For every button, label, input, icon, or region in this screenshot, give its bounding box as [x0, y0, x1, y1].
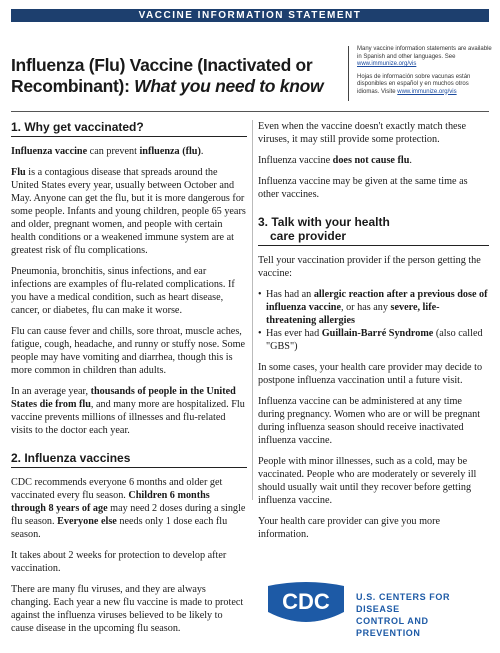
section1-p1 — [11, 145, 247, 158]
s3-heading-line1: 3. Talk with your health — [258, 215, 390, 229]
b2a: Has ever had — [266, 328, 322, 339]
s2p1b: Children 6 months through 8 years of age — [11, 490, 210, 514]
section3-p2: Influenza vaccine can be administered at any time during pregnancy. Women who are or will be pregnant during influenza season should receive inactivated influenza vaccine. — [258, 396, 481, 446]
s1p1b: can prevent — [87, 146, 140, 157]
title-line1: Influenza (Flu) Vaccine (Inactivated or — [11, 55, 313, 75]
s1p1c: influenza (flu) — [139, 146, 201, 157]
section3-p3: People with minor illnesses, such as a cold, may be vaccinated. People who are moderately or severely ill should usually wait until they recover before getting influenza vaccine. — [258, 456, 477, 506]
vis-link-english[interactable]: www.immunize.org/vis — [357, 61, 417, 67]
b1b: allergic reaction after a previous dose of influenza vaccine — [266, 289, 488, 313]
s3-heading-line2: care provider — [270, 229, 347, 243]
right-p2 — [258, 154, 489, 167]
right-p1: Even when the vaccine doesn't exactly match these viruses, it may still provide some protection. — [258, 121, 467, 145]
s2p1e: needs only 1 dose each flu season. — [11, 516, 228, 540]
section2-p3: There are many flu viruses, and they are always changing. Each year a new flu vaccine is made to protect against the influenza viruses believed to be likely to cause disease in the upcoming flu season. — [11, 584, 244, 634]
title-divider — [11, 111, 489, 112]
language-note — [348, 46, 492, 101]
language-note-english-text: Many vaccine information statements are available in Spanish and other languages. See — [357, 46, 492, 60]
language-note-spanish-text: Hojas de información sobre vacunas están disponibles en español y en muchos otros idiomas. Visite — [357, 73, 471, 95]
section1-p4: Flu can cause fever and chills, sore throat, muscle aches, fatigue, cough, headache, and runny or stuffy nose. Some people may have vomiting and diarrhea, though this is more common in children than adults. — [11, 326, 246, 376]
cdc-name — [356, 591, 496, 639]
page-title — [11, 55, 341, 97]
rp2c: . — [409, 155, 412, 166]
title-italic: What you need to know — [134, 76, 324, 96]
b1a: Has had an — [266, 289, 314, 300]
s1p1d: . — [200, 146, 204, 157]
rp2b: does not cause flu — [332, 155, 410, 166]
b1c: , or has any — [340, 302, 391, 313]
section3-p1: In some cases, your health care provider may decide to postpone influenza vaccination until a future visit. — [258, 362, 483, 386]
b2b: Guillain-Barré Syndrome — [321, 328, 434, 339]
s2p1d: Everyone else — [57, 516, 117, 527]
vis-header-label: VACCINE INFORMATION STATEMENT — [11, 9, 489, 22]
title-line2: Recombinant): — [11, 76, 135, 96]
s2p1a: CDC recommends everyone 6 months and older get vaccinated every flu season. — [11, 477, 223, 501]
language-note-english — [357, 46, 492, 69]
language-note-spanish — [357, 74, 492, 97]
section2-p1 — [11, 476, 247, 541]
left-column — [11, 120, 247, 643]
cdc-logo-text: CDC — [282, 589, 330, 614]
s1p2a: Flu — [11, 167, 26, 178]
cdc-logo — [264, 580, 348, 630]
right-column — [258, 120, 489, 549]
section1-p3: Pneumonia, bronchitis, sinus infections, and ear infections are examples of flu-related complications. If you have a medical condition, such as heart disease, cancer, or diabetes, flu can make it worse. — [11, 266, 235, 316]
cdc-name-line2: CONTROL AND PREVENTION — [356, 616, 429, 638]
cdc-name-line1: U.S. CENTERS FOR DISEASE — [356, 592, 451, 614]
s1p1a: Influenza vaccine — [11, 146, 88, 157]
section3-intro: Tell your vaccination provider if the person getting the vaccine: — [258, 255, 481, 279]
rp2a: Influenza vaccine — [258, 155, 333, 166]
cdc-branding — [258, 580, 493, 638]
s1p5a: In an average year, — [11, 386, 91, 397]
b2c: (also called "GBS") — [266, 328, 483, 352]
right-p3: Influenza vaccine may be given at the same time as other vaccines. — [258, 176, 468, 200]
list-item — [258, 288, 489, 327]
s1p5b: thousands of people in the United States die from flu — [11, 386, 236, 410]
s2p1c: may need 2 doses during a single flu season. — [11, 503, 246, 527]
section1-p5 — [11, 385, 247, 437]
header-bar — [0, 0, 500, 46]
section3-heading — [258, 215, 489, 246]
s1p2b: is a contagious disease that spreads around the United States every year, usually between October and May. Anyone can get the flu, but it is more dangerous for some people. Infants and young children, people 65 years and older, pregnant women, and people with certain health conditions or a weakened immune system are at greatest risk of flu complications. — [11, 167, 246, 256]
section3-list — [258, 288, 489, 353]
vis-link-spanish[interactable]: www.immunize.org/vis — [397, 88, 457, 95]
section2-p2: It takes about 2 weeks for protection to develop after vaccination. — [11, 550, 227, 574]
column-divider — [252, 120, 253, 500]
s1p5c: , and many more are hospitalized. Flu vaccine prevents millions of illnesses and flu-related visits to the doctor each year. — [11, 399, 245, 436]
section3-p4: Your health care provider can give you more information. — [258, 516, 440, 540]
section1-p2 — [11, 166, 247, 257]
list-item — [258, 327, 489, 353]
section1-heading: 1. Why get vaccinated? — [11, 120, 247, 137]
section2-heading: 2. Influenza vaccines — [11, 451, 247, 468]
b1d: severe, life-threatening allergies — [266, 302, 440, 326]
